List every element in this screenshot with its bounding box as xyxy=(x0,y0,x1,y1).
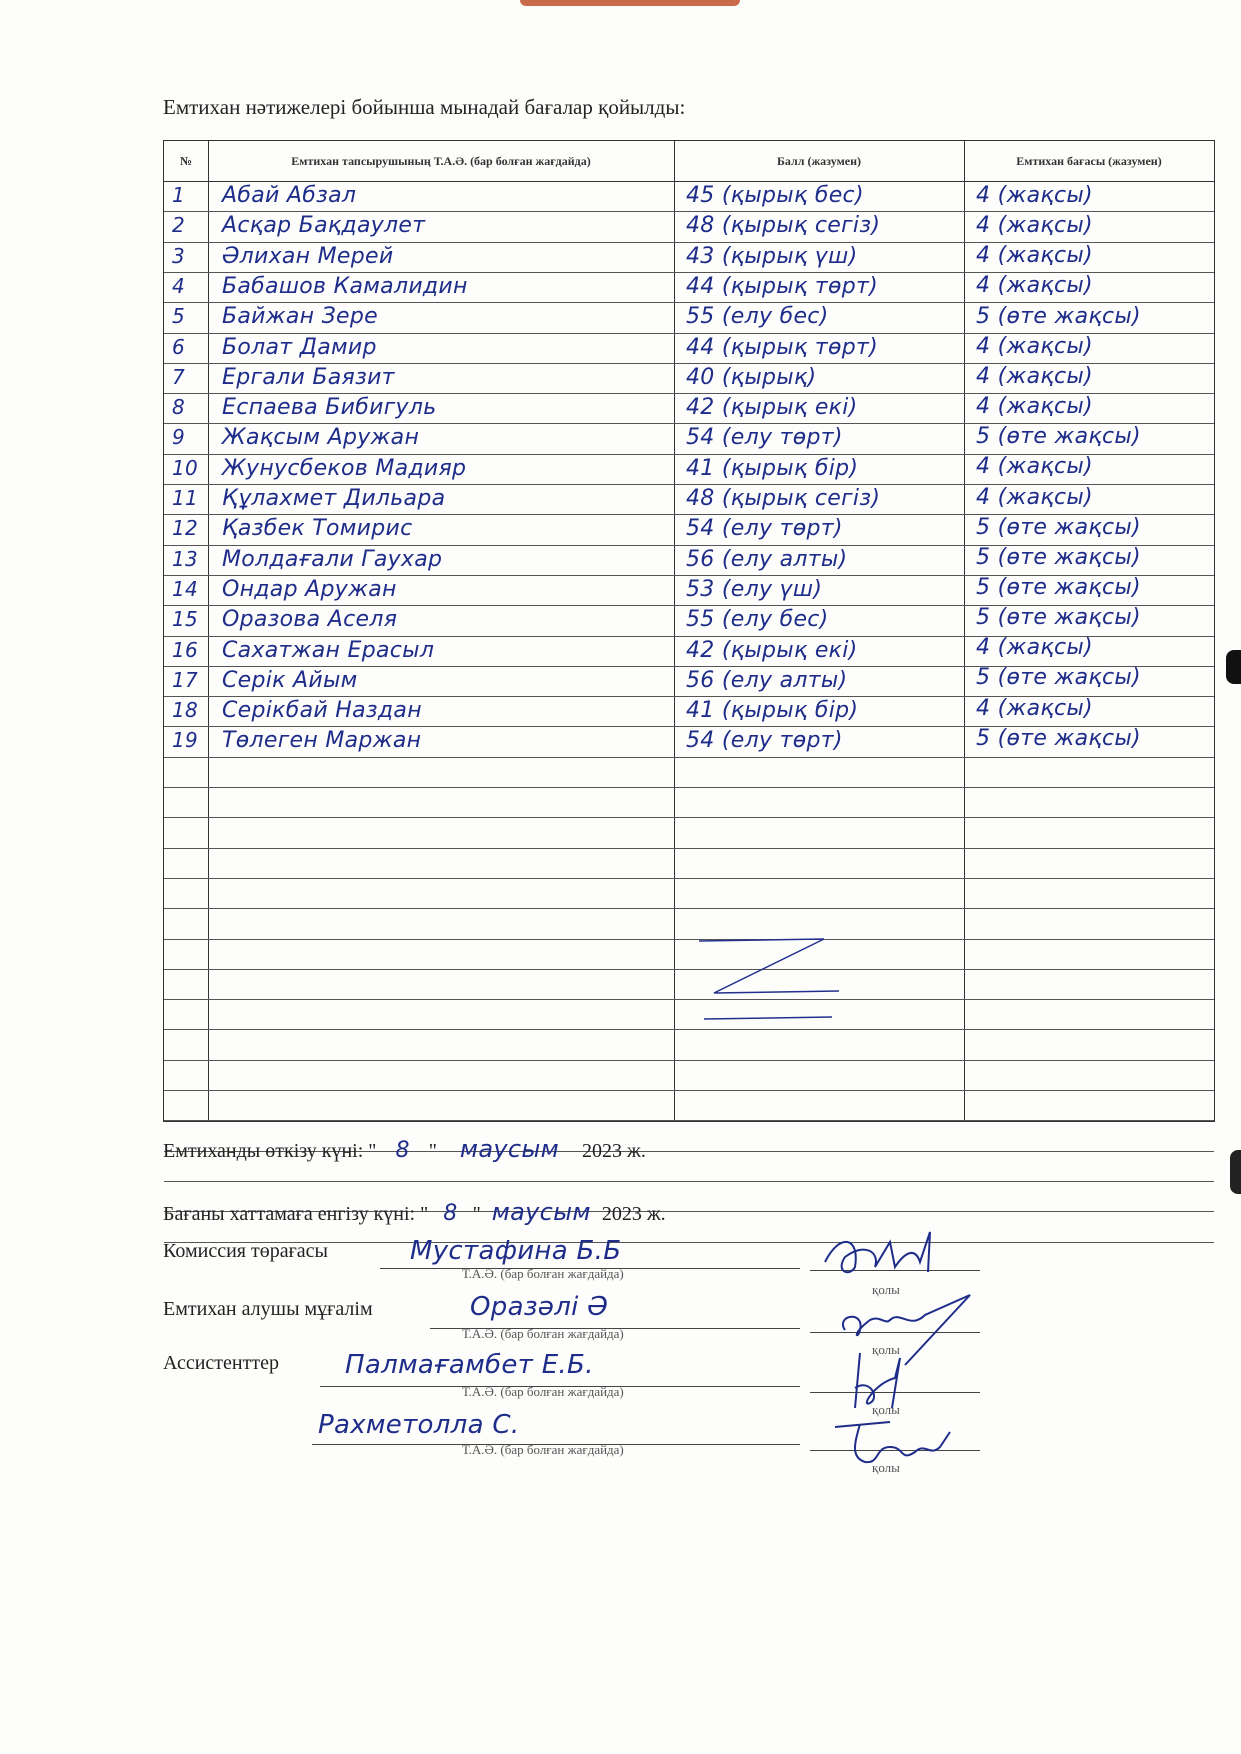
score-text: 54 (елу төрт) xyxy=(686,425,843,451)
row-divider xyxy=(164,787,1214,788)
row-number: 9 xyxy=(172,425,186,450)
entry-date-line xyxy=(163,1198,666,1226)
score-text: 55 (елу бес) xyxy=(686,304,829,330)
grade-text: 5 (өте жақсы) xyxy=(976,725,1141,751)
paper-edge-mark xyxy=(520,0,740,6)
student-name: Ергали Баязит xyxy=(222,364,395,390)
teacher-name: Оразәлі Ә xyxy=(470,1292,608,1322)
grade-text: 4 (жақсы) xyxy=(976,243,1093,269)
score-text: 48 (қырық сегіз) xyxy=(686,486,881,511)
grade-text: 5 (өте жақсы) xyxy=(976,303,1141,329)
student-name: Құлахмет Дильара xyxy=(222,486,446,511)
row-number: 17 xyxy=(172,667,199,692)
entry-date-quote: " xyxy=(472,1203,481,1225)
score-text: 40 (қырық) xyxy=(686,364,817,390)
grade-text: 4 (жақсы) xyxy=(976,213,1093,239)
student-name: Жақсым Аружан xyxy=(222,425,420,451)
page-heading: Емтихан нәтижелері бойынша мынадай бағалар қойылды: xyxy=(163,95,686,119)
score-text: 42 (қырық екі) xyxy=(686,637,858,663)
entry-date-year: 2023 ж. xyxy=(601,1203,666,1225)
chair-label: Комиссия төрағасы xyxy=(163,1240,328,1262)
row-number: 8 xyxy=(172,395,186,420)
score-text: 56 (елу алты) xyxy=(686,667,848,693)
chair-name: Мустафина Б.Б xyxy=(410,1236,622,1266)
row-number: 15 xyxy=(172,607,199,632)
student-name: Асқар Бақдаулет xyxy=(222,213,426,239)
score-text: 44 (қырық төрт) xyxy=(686,334,878,360)
score-text: 54 (елу төрт) xyxy=(686,516,843,542)
row-divider xyxy=(164,1090,1214,1091)
assistants-label: Ассистенттер xyxy=(163,1352,279,1374)
student-name: Абай Абзал xyxy=(222,183,357,208)
student-name: Серікбай Наздан xyxy=(222,698,422,724)
exam-date-day: 8 xyxy=(395,1138,410,1163)
score-text: 54 (елу төрт) xyxy=(686,728,843,754)
header-grade: Емтихан бағасы (жазумен) xyxy=(964,141,1214,182)
row-number: 11 xyxy=(172,486,199,510)
grades-table xyxy=(163,140,1215,1122)
row-divider xyxy=(164,908,1214,909)
exam-date-label: Емтиханды өткізу күні: " xyxy=(163,1140,377,1162)
scan-edge-blot xyxy=(1230,1150,1241,1194)
assistant1-signature xyxy=(840,1348,940,1418)
row-number: 3 xyxy=(172,243,186,268)
assistant1-name: Палмағамбет Е.Б. xyxy=(345,1350,594,1380)
teacher-fio-caption: Т.А.Ә. (бар болған жағдайда) xyxy=(462,1326,624,1341)
row-number: 13 xyxy=(172,546,199,571)
student-name: Болат Дамир xyxy=(222,334,377,360)
score-text: 44 (қырық төрт) xyxy=(686,273,878,299)
grade-text: 4 (жақсы) xyxy=(976,273,1093,299)
assistant2-signature xyxy=(830,1412,960,1472)
grade-text: 4 (жақсы) xyxy=(976,363,1093,389)
assistant2-name: Рахметолла С. xyxy=(318,1410,520,1440)
row-divider xyxy=(164,1060,1214,1061)
student-name: Сахатжан Ерасыл xyxy=(222,637,435,663)
grade-text: 5 (өте жақсы) xyxy=(976,514,1141,540)
student-name: Оразова Аселя xyxy=(222,607,398,633)
assistant1-signature-caption: қолы xyxy=(872,1402,900,1417)
entry-date-label: Бағаны хаттамаға енгізу күні: " xyxy=(163,1203,429,1225)
column-divider xyxy=(208,141,209,1121)
score-text: 41 (қырық бір) xyxy=(686,455,859,481)
chair-fio-caption: Т.А.Ә. (бар болған жағдайда) xyxy=(462,1266,624,1281)
grade-text: 5 (өте жақсы) xyxy=(976,665,1141,691)
row-divider xyxy=(164,211,1214,212)
row-number: 12 xyxy=(172,516,199,541)
assistant1-fio-caption: Т.А.Ә. (бар болған жағдайда) xyxy=(462,1384,624,1399)
header-name: Емтихан тапсырушының Т.А.Ә. (бар болған жағдайда) xyxy=(208,141,674,182)
score-text: 41 (қырық бір) xyxy=(686,698,859,724)
row-number: 18 xyxy=(172,698,199,723)
entry-date-day: 8 xyxy=(443,1201,458,1226)
row-number: 14 xyxy=(172,576,199,601)
row-divider xyxy=(164,848,1214,849)
scan-edge-blot xyxy=(1226,650,1241,684)
student-name: Ондар Аружан xyxy=(222,576,397,602)
row-number: 16 xyxy=(172,637,199,662)
grade-text: 5 (өте жақсы) xyxy=(976,605,1141,631)
row-number: 7 xyxy=(172,364,186,389)
row-number: 19 xyxy=(172,728,199,753)
score-text: 56 (елу алты) xyxy=(686,546,848,572)
student-name: Әлихан Мерей xyxy=(222,243,394,269)
row-divider xyxy=(164,1120,1214,1121)
exam-date-line xyxy=(163,1135,646,1163)
teacher-label: Емтихан алушы мұғалім xyxy=(163,1298,373,1320)
grade-text: 5 (өте жақсы) xyxy=(976,574,1141,600)
student-name: Еспаева Бибигуль xyxy=(222,395,437,421)
entry-date-month: маусым xyxy=(491,1198,591,1226)
grade-text: 5 (өте жақсы) xyxy=(976,544,1141,570)
row-number: 4 xyxy=(172,273,186,298)
grade-text: 4 (жақсы) xyxy=(976,333,1093,359)
column-divider xyxy=(964,141,965,1121)
grade-text: 4 (жақсы) xyxy=(976,484,1093,510)
student-name: Жунусбеков Мадияр xyxy=(222,455,467,481)
row-divider xyxy=(164,817,1214,818)
grade-text: 4 (жақсы) xyxy=(976,394,1093,420)
student-name: Қазбек Томирис xyxy=(222,516,413,542)
score-text: 48 (қырық сегіз) xyxy=(686,213,881,239)
row-number: 2 xyxy=(172,213,186,238)
row-divider xyxy=(164,757,1214,758)
student-name: Байжан Зере xyxy=(222,304,378,330)
row-number: 5 xyxy=(172,304,186,329)
exam-date-month: маусым xyxy=(459,1135,559,1163)
assistant2-signature-caption: қолы xyxy=(872,1460,900,1475)
header-num: № xyxy=(164,141,208,182)
row-divider xyxy=(164,1181,1214,1182)
z-cancel-mark xyxy=(674,931,844,1031)
grade-text: 4 (жақсы) xyxy=(976,635,1093,661)
score-text: 53 (елу үш) xyxy=(686,576,823,602)
student-name: Молдағали Гаухар xyxy=(222,546,443,572)
row-number: 6 xyxy=(172,334,186,359)
chair-signature-caption: қолы xyxy=(872,1282,900,1297)
grade-text: 4 (жақсы) xyxy=(976,454,1093,480)
grade-text: 4 (жақсы) xyxy=(976,695,1093,721)
row-divider xyxy=(164,878,1214,879)
grade-text: 4 (жақсы) xyxy=(976,183,1093,208)
score-text: 43 (қырық үш) xyxy=(686,243,858,269)
row-number: 10 xyxy=(172,455,199,480)
score-text: 55 (елу бес) xyxy=(686,607,829,633)
teacher-signature-caption: қолы xyxy=(872,1342,900,1357)
header-score: Балл (жазумен) xyxy=(674,141,964,182)
exam-date-quote: " xyxy=(428,1140,437,1162)
student-name: Төлеген Маржан xyxy=(222,728,422,754)
row-number: 1 xyxy=(172,183,186,207)
assistant2-fio-caption: Т.А.Ә. (бар болған жағдайда) xyxy=(462,1442,624,1457)
student-name: Серік Айым xyxy=(222,667,358,693)
exam-date-year: 2023 ж. xyxy=(582,1140,646,1162)
student-name: Бабашов Камалидин xyxy=(222,273,468,299)
score-text: 42 (қырық екі) xyxy=(686,395,858,421)
score-text: 45 (қырық бес) xyxy=(686,183,864,208)
chair-signature xyxy=(820,1222,950,1292)
grade-text: 5 (өте жақсы) xyxy=(976,424,1141,450)
